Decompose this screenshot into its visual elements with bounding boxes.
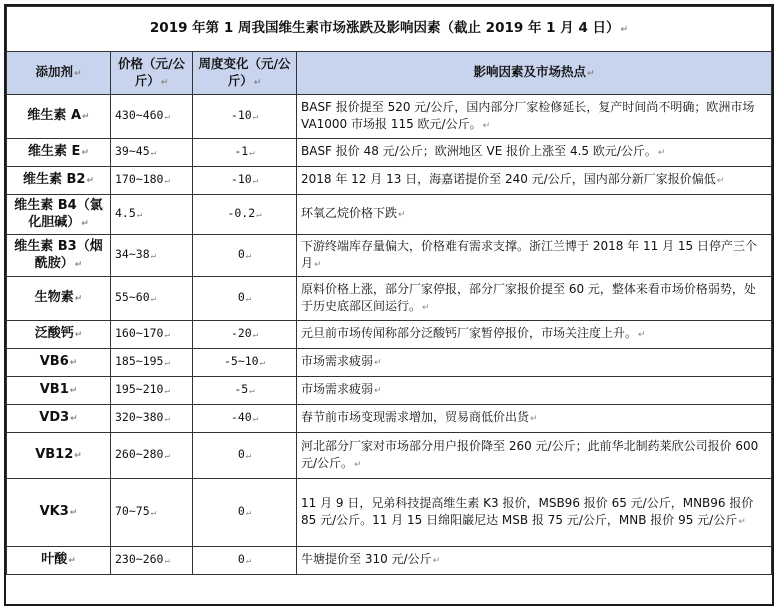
paragraph-mark: ↵ (530, 414, 538, 424)
price-cell-text: 320~380 (115, 410, 164, 424)
table-row (7, 405, 772, 433)
title-row (7, 7, 772, 52)
price-cell (111, 547, 193, 575)
paragraph-mark: ↵ (252, 112, 259, 122)
weekly-change-cell-text: 0 (237, 447, 245, 461)
price-cell-text: 4.5 (115, 206, 136, 220)
factors-cell-text: BASF 报价 48 元/公斤；欧洲地区 VE 报价上涨至 4.5 欧元/公斤。 (301, 144, 657, 158)
factors-cell-text: 春节前市场变现需求增加，贸易商低价出货 (301, 410, 530, 424)
price-cell (111, 277, 193, 321)
paragraph-mark: ↵ (81, 148, 89, 158)
header-price: 价格（元/公斤）↵ (111, 52, 193, 95)
weekly-change-cell-text: -20 (230, 326, 252, 340)
weekly-change-cell (193, 235, 297, 277)
paragraph-mark: ↵ (620, 24, 629, 35)
weekly-change-cell-text: -0.2 (227, 206, 256, 220)
price-cell-text: 39~45 (115, 144, 150, 158)
price-cell (111, 377, 193, 405)
table-row (7, 377, 772, 405)
table-row (7, 479, 772, 547)
price-cell-text: 70~75 (115, 504, 150, 518)
weekly-change-cell-text: 0 (237, 290, 245, 304)
paragraph-mark: ↵ (164, 414, 170, 424)
table-row (7, 433, 772, 479)
additive-name-cell-text: 维生素 B2 (22, 172, 86, 187)
weekly-change-cell-text: -10 (230, 172, 252, 186)
factors-cell (297, 321, 772, 349)
paragraph-mark: ↵ (252, 414, 259, 424)
paragraph-mark: ↵ (249, 148, 255, 158)
additive-name-cell (7, 139, 111, 167)
weekly-change-cell (193, 479, 297, 547)
paragraph-mark: ↵ (164, 386, 170, 396)
table-row (7, 139, 772, 167)
weekly-change-cell (193, 377, 297, 405)
vitamin-market-table (6, 6, 772, 575)
paragraph-mark: ↵ (86, 176, 95, 186)
factors-cell-text: BASF 报价提至 520 元/公斤，国内部分厂家检修延长，复产时间尚不明确；欧洲市场 VA1000 市场报 115 欧元/公斤。 (301, 99, 755, 131)
table-title: 2019 年第 1 周我国维生素市场涨跌及影响因素（截止 2019 年 1 月 4 日） (149, 19, 620, 36)
paragraph-mark: ↵ (432, 556, 441, 566)
additive-name-cell (7, 235, 111, 277)
table-row (7, 277, 772, 321)
paragraph-mark: ↵ (252, 176, 259, 186)
paragraph-mark: ↵ (68, 556, 76, 566)
paragraph-mark: ↵ (252, 330, 259, 340)
price-cell-text: 160~170 (115, 326, 164, 340)
weekly-change-cell (193, 277, 297, 321)
weekly-change-cell (193, 167, 297, 195)
additive-name-cell (7, 277, 111, 321)
weekly-change-cell (193, 433, 297, 479)
price-cell (111, 433, 193, 479)
factors-cell-text: 河北部分厂家对市场部分用户报价降至 260 元/公斤；此前华北制药莱欣公司报价 600 元/公斤。 (301, 438, 759, 470)
additive-name-cell-text: VD3 (39, 410, 70, 425)
factors-cell-text: 牛塘提价至 310 元/公斤 (301, 552, 432, 566)
weekly-change-cell (193, 349, 297, 377)
paragraph-mark: ↵ (249, 386, 255, 396)
additive-name-cell (7, 479, 111, 547)
additive-name-cell-text: VB12 (35, 447, 74, 462)
factors-cell (297, 277, 772, 321)
factors-cell (297, 479, 772, 547)
table-title-cell (7, 7, 772, 52)
additive-name-cell-text: 维生素 B4（氯化胆碱） (14, 197, 103, 230)
weekly-change-cell-text: 0 (237, 552, 245, 566)
paragraph-mark: ↵ (374, 358, 382, 368)
table-row (7, 167, 772, 195)
factors-cell (297, 195, 772, 235)
factors-cell (297, 349, 772, 377)
paragraph-mark: ↵ (74, 451, 82, 461)
header-factors: 影响因素及市场热点↵ (297, 52, 772, 95)
paragraph-mark: ↵ (150, 251, 157, 261)
price-cell-text: 55~60 (115, 290, 150, 304)
factors-cell (297, 139, 772, 167)
paragraph-mark: ↵ (69, 386, 78, 396)
table-row (7, 547, 772, 575)
weekly-change-cell (193, 321, 297, 349)
header-weekly-change: 周度变化（元/公斤）↵ (193, 52, 297, 95)
table-row (7, 321, 772, 349)
factors-cell-text: 11 月 9 日，兄弟科技提高维生素 K3 报价，MSB96 报价 65 元/公斤，MNB96 报价 85 元/公斤。11 月 15 日绵阳巌尼达 MSB 报 75 元/公斤，MNB 报价 95 元/公斤 (301, 495, 754, 527)
paragraph-mark: ↵ (136, 210, 143, 220)
additive-name-cell-text: 生物素 (34, 290, 74, 305)
weekly-change-cell (193, 547, 297, 575)
price-cell-text: 430~460 (115, 108, 164, 122)
price-cell-text: 195~210 (115, 382, 164, 396)
factors-cell (297, 95, 772, 139)
table-row (7, 95, 772, 139)
price-cell (111, 195, 193, 235)
price-cell (111, 95, 193, 139)
factors-cell (297, 405, 772, 433)
paragraph-mark: ↵ (70, 414, 78, 424)
weekly-change-cell-text: 0 (237, 504, 245, 518)
table-body (7, 95, 772, 575)
paragraph-mark: ↵ (374, 386, 382, 396)
price-cell-text: 260~280 (115, 447, 164, 461)
factors-cell-text: 市场需求疲弱 (301, 354, 374, 368)
factors-cell (297, 547, 772, 575)
factors-cell-text: 下游终端库存量偏大，价格难有需求支撑。浙江兰博于 2018 年 11 月 15 日停产三个月 (301, 238, 757, 270)
paragraph-mark: ↵ (69, 358, 78, 368)
paragraph-mark: ↵ (150, 148, 157, 158)
factors-cell-text: 市场需求疲弱 (301, 382, 374, 396)
vitamin-market-table-sheet (4, 4, 774, 606)
weekly-change-cell-text: -5 (234, 382, 249, 396)
additive-name-cell (7, 95, 111, 139)
additive-name-cell-text: 维生素 E (28, 144, 81, 159)
additive-name-cell-text: 维生素 B3（烟酰胺） (14, 238, 103, 271)
header-row (7, 52, 772, 95)
weekly-change-cell-text: -40 (230, 410, 252, 424)
factors-cell-text: 环氧乙烷价格下跌 (301, 206, 398, 220)
paragraph-mark: ↵ (164, 556, 170, 566)
additive-name-cell (7, 321, 111, 349)
factors-cell (297, 433, 772, 479)
price-cell (111, 235, 193, 277)
paragraph-mark: ↵ (259, 358, 266, 368)
paragraph-mark: ↵ (716, 176, 725, 186)
paragraph-mark: ↵ (245, 556, 252, 566)
additive-name-cell-text: VK3 (39, 504, 69, 519)
paragraph-mark: ↵ (398, 210, 406, 220)
additive-name-cell-text: VB6 (39, 354, 69, 369)
additive-name-cell-text: 维生素 A (27, 108, 82, 123)
paragraph-mark: ↵ (422, 302, 430, 313)
paragraph-mark: ↵ (657, 148, 666, 158)
paragraph-mark: ↵ (164, 330, 170, 340)
paragraph-mark: ↵ (738, 516, 746, 527)
weekly-change-cell-text: -10 (230, 108, 252, 122)
weekly-change-cell (193, 95, 297, 139)
paragraph-mark: ↵ (82, 112, 90, 122)
paragraph-mark: ↵ (638, 330, 646, 340)
factors-cell (297, 377, 772, 405)
paragraph-mark: ↵ (164, 358, 170, 368)
paragraph-mark: ↵ (74, 259, 83, 270)
paragraph-mark: ↵ (74, 294, 83, 304)
price-cell (111, 405, 193, 433)
paragraph-mark: ↵ (150, 294, 157, 304)
paragraph-mark: ↵ (164, 176, 170, 186)
price-cell (111, 479, 193, 547)
additive-name-cell (7, 547, 111, 575)
weekly-change-cell-text: -1 (234, 144, 249, 158)
additive-name-cell-text: 叶酸 (41, 552, 68, 567)
price-cell (111, 349, 193, 377)
factors-cell-text: 元旦前市场传闻称部分泛酸钙厂家暂停报价，市场关注度上升。 (301, 326, 638, 340)
weekly-change-cell (193, 139, 297, 167)
additive-name-cell-text: 泛酸钙 (34, 326, 74, 341)
price-cell (111, 321, 193, 349)
factors-cell (297, 235, 772, 277)
additive-name-cell (7, 195, 111, 235)
additive-name-cell (7, 349, 111, 377)
table-row (7, 349, 772, 377)
weekly-change-cell-text: 0 (237, 247, 245, 261)
additive-name-cell (7, 433, 111, 479)
paragraph-mark: ↵ (164, 112, 170, 122)
additive-name-cell (7, 377, 111, 405)
paragraph-mark: ↵ (314, 259, 322, 270)
paragraph-mark: ↵ (245, 294, 252, 304)
paragraph-mark: ↵ (245, 251, 252, 261)
weekly-change-cell (193, 195, 297, 235)
paragraph-mark: ↵ (74, 330, 83, 340)
factors-cell-text: 原料价格上涨，部分厂家停报，部分厂家报价提至 60 元，整体来看市场价格弱势，处于历史底部区间运行。 (301, 281, 756, 313)
additive-name-cell (7, 405, 111, 433)
paragraph-mark: ↵ (150, 508, 157, 518)
paragraph-mark: ↵ (245, 508, 252, 518)
additive-name-cell (7, 167, 111, 195)
table-row (7, 195, 772, 235)
factors-cell-text: 2018 年 12 月 13 日，海嘉诺提价至 240 元/公斤，国内部分新厂家报价偏低 (301, 172, 716, 186)
paragraph-mark: ↵ (354, 459, 362, 470)
table-row (7, 235, 772, 277)
price-cell (111, 167, 193, 195)
price-cell-text: 185~195 (115, 354, 164, 368)
paragraph-mark: ↵ (482, 120, 491, 131)
paragraph-mark: ↵ (164, 451, 170, 461)
additive-name-cell-text: VB1 (39, 382, 69, 397)
weekly-change-cell (193, 405, 297, 433)
paragraph-mark: ↵ (245, 451, 252, 461)
weekly-change-cell-text: -5~10 (223, 354, 259, 368)
price-cell-text: 170~180 (115, 172, 164, 186)
price-cell (111, 139, 193, 167)
price-cell-text: 34~38 (115, 247, 150, 261)
header-additive: 添加剂↵ (7, 52, 111, 95)
factors-cell (297, 167, 772, 195)
paragraph-mark: ↵ (81, 218, 89, 229)
paragraph-mark: ↵ (69, 508, 78, 518)
price-cell-text: 230~260 (115, 552, 164, 566)
paragraph-mark: ↵ (256, 210, 262, 220)
